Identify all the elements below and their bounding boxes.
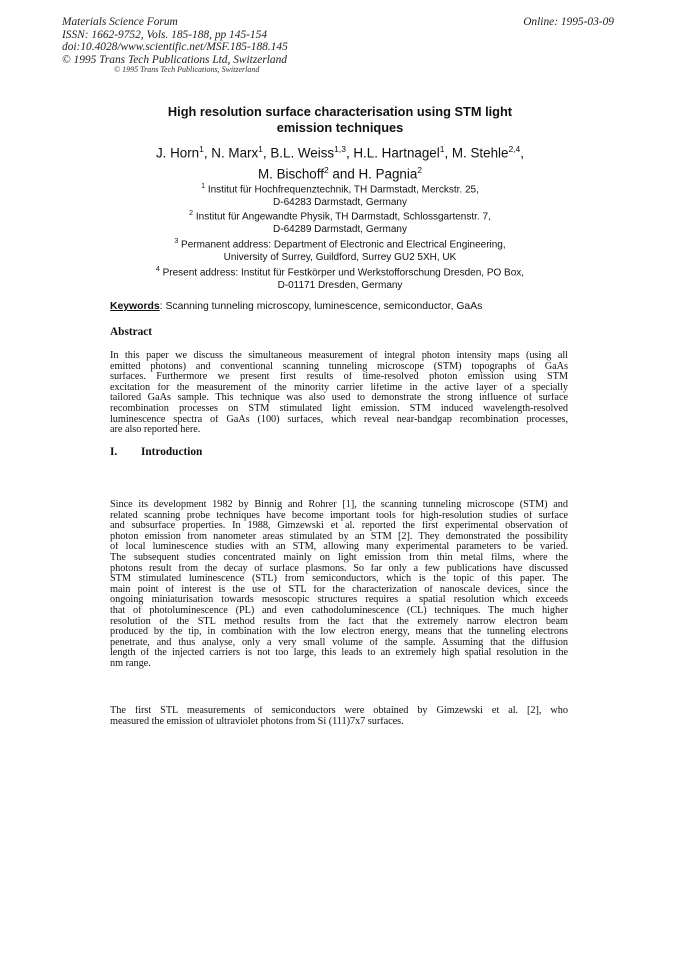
affiliation-sup: 4 — [155, 266, 160, 273]
affiliation-line: Present address: Institut für Festkörper und Werkstofforschung Dresden, PO Box, — [159, 267, 525, 279]
author-list — [60, 141, 620, 183]
text-line: photon emission from nanometer areas stimulated by an STM [2]. They demonstrated the possibility — [110, 531, 568, 542]
affiliation-line: D-64289 Darmstadt, Germany — [273, 223, 407, 235]
copyright-stamp: © 1995 Trans Tech Publications, Switzerland — [114, 65, 260, 74]
author-name: , B.L. Weiss — [262, 145, 335, 161]
journal-copyright: © 1995 Trans Tech Publications Ltd, Switzerland — [62, 53, 287, 66]
affiliation-line: D-64283 Darmstadt, Germany — [273, 196, 407, 208]
author-name: , M. Stehle — [444, 145, 509, 161]
journal-name: Materials Science Forum — [62, 16, 178, 28]
text-line: ongoing miniaturisation towards mesoscopic structures requires a spatial resolution which exceeds — [110, 595, 568, 606]
author-separator: , — [520, 145, 525, 161]
author-name: M. Bischoff — [257, 166, 324, 182]
affiliation-sup: 1 — [201, 183, 206, 190]
text-line: surfaces. Furthermore we present first results of time-resolved photon emission using STM — [110, 372, 568, 383]
affiliation-3 — [60, 236, 620, 265]
keywords-label: Keywords — [110, 301, 160, 312]
affiliation-line: Institut für Angewandte Physik, TH Darmstadt, Schlossgartenstr. 7, — [193, 211, 491, 223]
section-number: I. — [110, 446, 118, 458]
text-line: penetrate, and thus analyse, only a very small volume of the sample. Assuming that the diffusion — [110, 637, 568, 648]
author-name: J. Horn — [155, 145, 200, 161]
paper-title-line-1: High resolution surface characterisation using STM light — [167, 104, 513, 119]
text-line: The subsequent studies concentrated mainly on light emission from thin metal films, where the — [110, 552, 568, 563]
abstract-heading: Abstract — [110, 326, 153, 338]
author-affil-sup: 2 — [323, 164, 329, 175]
text-line: Since its development 1982 by Binnig and Rohrer [1], the scanning tunneling microscope (STM) and — [110, 500, 568, 510]
text-line: length of the injected carriers is not too large, this leads to an extremely high spatial resolution in the — [110, 648, 568, 659]
section-title: Introduction — [141, 446, 203, 458]
text-line: tailored GaAs sample. This technique was also used to demonstrate the strong influence of surface — [110, 393, 568, 404]
text-line: nm range. — [110, 658, 151, 669]
text-line: photons result from the decay of surface plasmons. So far only a few publications have discussed — [110, 563, 568, 574]
text-line: emitted photons) and conventional scanning tunneling microscope (STM) topographs of GaAs — [110, 361, 568, 372]
author-name: , N. Marx — [203, 145, 259, 161]
author-affil-sup: 1 — [439, 144, 445, 154]
keywords-text: : Scanning tunneling microscopy, luminescence, semiconductor, GaAs — [159, 301, 483, 312]
author-affil-sup: 1 — [199, 144, 204, 154]
author-affil-sup: 1,3 — [334, 144, 346, 154]
introduction-paragraph-2 — [110, 706, 568, 727]
journal-doi[interactable]: doi:10.4028/www.scientific.net/MSF.185-188.145 — [62, 41, 288, 54]
affiliation-4 — [60, 264, 620, 293]
text-line: The first STL measurements of semiconductors were obtained by Gimzewski et al. [2], who — [110, 706, 568, 716]
paper-title-line-2: emission techniques — [276, 120, 404, 135]
text-line: recombination processes on STM stimulated light emission. STM induced wavelength-resolved — [110, 403, 568, 414]
journal-header — [62, 16, 288, 66]
text-line: are also reported here. — [110, 425, 201, 436]
affiliation-line: University of Surrey, Guildford, Surrey GU2 5XH, UK — [223, 251, 457, 263]
paper-title — [100, 104, 580, 136]
introduction-paragraph-1 — [110, 500, 568, 670]
text-line: STM stimulated luminescence (STL) from semiconductors, which is the topic of this paper. The — [110, 574, 568, 585]
keywords — [110, 301, 482, 312]
text-line: related scanning probe techniques have become important tools for high-resolution studies of surface — [110, 510, 568, 521]
text-line: measured the emission of ultraviolet photons from Si (111)7x7 surfaces. — [110, 716, 404, 727]
author-name: and H. Pagnia — [328, 166, 418, 182]
text-line: main point of interest is the use of STL for the characterization of nanoscale devices, since the — [110, 584, 568, 595]
affiliation-sup: 2 — [189, 210, 194, 217]
abstract-body — [110, 351, 568, 436]
author-line-1 — [60, 141, 620, 162]
affiliation-1 — [60, 181, 620, 210]
text-line: of local luminescence studies with an STM, allowing many experimental parameters to be varied. — [110, 542, 568, 553]
author-name: , H.L. Hartnagel — [345, 145, 440, 161]
introduction-heading — [110, 446, 202, 458]
affiliation-2 — [60, 208, 620, 237]
author-affil-sup: 2,4 — [508, 144, 521, 154]
text-line: luminescence spectra of GaAs (100) surfaces, which reveal near-bandgap recombination processes, — [110, 414, 568, 425]
journal-issn: ISSN: 1662-9752, Vols. 185-188, pp 145-154 — [62, 28, 268, 41]
text-line: excitation for the measurement of the minority carrier lifetime in the active layer of a specially — [110, 382, 568, 393]
affiliation-line: Permanent address: Department of Electronic and Electrical Engineering, — [178, 239, 506, 251]
online-date: Online: 1995-03-09 — [523, 16, 614, 28]
affiliation-line: Institut für Hochfrequenztechnik, TH Darmstadt, Merckstr. 25, — [205, 184, 479, 196]
affiliation-line: D-01171 Dresden, Germany — [277, 279, 403, 291]
author-line-2 — [60, 162, 620, 183]
author-affil-sup: 1 — [258, 144, 263, 154]
text-line: In this paper we discuss the simultaneous measurement of integral photon intensity maps (using all — [110, 351, 568, 361]
text-line: and subsurface properties. In 1988, Gimzewski et al. reported the first experimental observation of — [110, 521, 568, 532]
text-line: resolution of the STL method results from the fact that the extremely narrow electron beam — [110, 616, 568, 627]
affiliation-sup: 3 — [174, 238, 179, 245]
text-line: that of photoluminescence (PL) and even cathodoluminescence (CL) techniques. The much higher — [110, 605, 568, 616]
author-affil-sup: 2 — [417, 164, 423, 175]
text-line: produced by the tip, in combination with the low electron energy, means that the tunneling electrons — [110, 627, 568, 638]
